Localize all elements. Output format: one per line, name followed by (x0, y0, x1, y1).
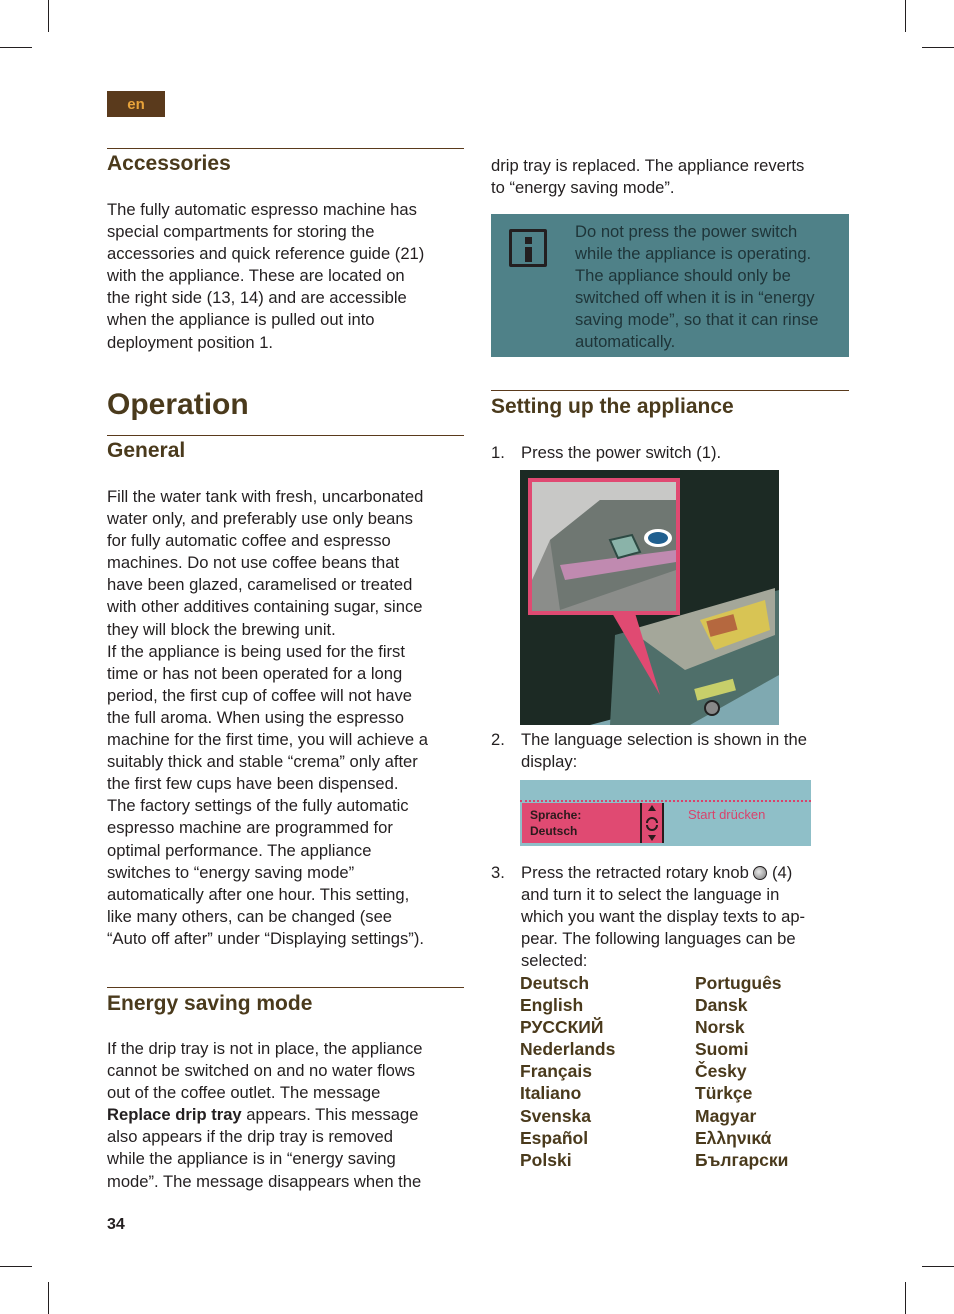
text-line: which you want the display texts to ap- (521, 907, 806, 927)
text-line: display: (521, 752, 578, 772)
section-rule (107, 435, 464, 436)
text-line: when the appliance is pulled out into (107, 310, 375, 330)
text-line: mode”. The message disappears when the (107, 1171, 422, 1191)
text-line (107, 1104, 422, 1126)
text-line: automatically after one hour. This setting, (107, 884, 410, 904)
text-line (521, 862, 805, 884)
info-text (575, 221, 819, 354)
accessories-heading: Accessories (107, 152, 231, 175)
language-list-col1 (520, 972, 615, 1171)
text-line: saving mode”, so that it can rinse (575, 310, 819, 330)
display-hint: Start drücken (688, 807, 766, 822)
language-option: English (520, 995, 584, 1016)
rotary-knob-icon (640, 803, 664, 843)
text-line: accessories and quick reference guide (21) (107, 244, 425, 264)
text-line: “Auto off after” under “Displaying settings”). (107, 928, 424, 948)
language-option: Türkçe (695, 1083, 753, 1104)
step-text (521, 862, 805, 972)
text-line: switched off when it is in “energy (575, 288, 815, 308)
crop-mark (0, 47, 32, 48)
text-line: they will block the brewing unit. (107, 619, 336, 639)
text-line: out of the coffee outlet. The message (107, 1083, 381, 1103)
text-line: If the drip tray is not in place, the appliance (107, 1039, 423, 1058)
language-option: Magyar (695, 1105, 757, 1126)
rotary-knob-icon (753, 866, 767, 880)
text-line: time or has not been operated for a long (107, 663, 403, 683)
crop-mark (905, 0, 906, 32)
language-option: Polski (520, 1149, 572, 1170)
language-option: Español (520, 1127, 589, 1148)
language-option: РУССКИЙ (520, 1017, 604, 1038)
section-rule (107, 987, 464, 988)
language-option: Български (695, 1149, 789, 1170)
language-list-col2 (695, 972, 788, 1171)
step-text: Press the power switch (1). (521, 443, 722, 462)
display-label: Sprache: (530, 808, 582, 822)
section-rule (107, 148, 464, 149)
text-line: and turn it to select the language in (521, 885, 780, 905)
text-line: Fill the water tank with fresh, uncarbonated (107, 487, 424, 506)
crop-mark (48, 0, 49, 32)
text-line: The appliance should only be (575, 266, 791, 286)
text-line: selected: (521, 951, 588, 971)
info-box (491, 214, 849, 357)
text-line: have been glazed, caramelised or treated (107, 575, 413, 595)
text-line: The language selection is shown in the (521, 730, 807, 749)
energy-text (107, 1038, 422, 1193)
text-line: If the appliance is being used for the first (107, 641, 405, 661)
text-line: optimal performance. The appliance (107, 840, 372, 860)
crop-mark (922, 47, 954, 48)
language-option: Nederlands (520, 1039, 616, 1060)
step-number: 1. (491, 443, 505, 462)
text-line: machines. Do not use coffee beans that (107, 553, 400, 573)
text-line: for fully automatic coffee and espresso (107, 531, 391, 551)
text-line: The factory settings of the fully automatic (107, 796, 409, 816)
language-option: Italiano (520, 1083, 582, 1104)
text-line: while the appliance is in “energy saving (107, 1149, 396, 1169)
accessories-text (107, 199, 424, 354)
text-line: special compartments for storing the (107, 222, 375, 242)
crop-mark (905, 1282, 906, 1314)
display-value: Deutsch (530, 824, 578, 838)
step-number: 3. (491, 863, 505, 882)
text-line: while the appliance is operating. (575, 244, 812, 264)
language-option: Português (695, 973, 782, 993)
continued-text (491, 155, 804, 199)
text-line: machine for the first time, you will achieve a (107, 730, 428, 750)
appliance-illustration (520, 470, 779, 725)
text-line: the right side (13, 14) and are accessible (107, 288, 407, 308)
general-text (107, 486, 428, 950)
text-line: like many others, can be changed (see (107, 906, 393, 926)
text-fragment: (4) (767, 863, 793, 882)
energy-heading: Energy saving mode (107, 992, 313, 1015)
crop-mark (922, 1266, 954, 1267)
text-line: with the appliance. These are located on (107, 266, 405, 286)
language-option: Suomi (695, 1039, 749, 1060)
text-line: espresso machine are programmed for (107, 818, 393, 838)
step-number: 2. (491, 730, 505, 749)
operation-heading: Operation (107, 388, 249, 421)
section-rule (491, 390, 849, 391)
text-line: pear. The following languages can be (521, 929, 796, 949)
text-line: The fully automatic espresso machine has (107, 200, 417, 219)
text-line: water only, and preferably use only beans (107, 509, 413, 529)
power-switch-illustration (520, 470, 779, 725)
text-line: deployment position 1. (107, 332, 274, 352)
text-line: with other additives containing sugar, since (107, 597, 423, 617)
setup-heading: Setting up the appliance (491, 395, 734, 418)
language-option: Norsk (695, 1017, 745, 1038)
display-selection-panel (522, 803, 640, 843)
message-name: Replace drip tray (107, 1105, 242, 1125)
crop-mark (48, 1282, 49, 1314)
text-line: also appears if the drip tray is removed (107, 1127, 393, 1147)
text-line: to “energy saving mode”. (491, 178, 675, 198)
language-option: Dansk (695, 995, 748, 1016)
language-option: Česky (695, 1061, 747, 1082)
text-line: cannot be switched on and no water flows (107, 1061, 416, 1081)
language-option: Svenska (520, 1105, 592, 1126)
language-option: Ελληνικά (695, 1127, 772, 1148)
crop-mark (0, 1266, 32, 1267)
text-line: the full aroma. When using the espresso (107, 707, 405, 727)
language-option: Français (520, 1061, 592, 1082)
info-icon (509, 229, 547, 267)
text-line: automatically. (575, 332, 676, 352)
text-line: suitably thick and stable “crema” only after (107, 752, 418, 772)
general-heading: General (107, 439, 186, 462)
text-line: the first few cups have been dispensed. (107, 774, 399, 794)
text-fragment: Press the retracted rotary knob (521, 863, 754, 882)
language-option: Deutsch (520, 973, 590, 993)
text-line: drip tray is replaced. The appliance reverts (491, 156, 805, 175)
display-divider (520, 800, 811, 802)
language-tab: en (107, 91, 165, 117)
language-display (520, 780, 811, 846)
page-number: 34 (107, 1216, 125, 1233)
text-fragment: appears. This message (241, 1105, 419, 1125)
text-line: switches to “energy saving mode” (107, 862, 355, 882)
text-line: period, the first cup of coffee will not have (107, 685, 413, 705)
text-line: Do not press the power switch (575, 222, 798, 241)
step-text (521, 729, 807, 773)
